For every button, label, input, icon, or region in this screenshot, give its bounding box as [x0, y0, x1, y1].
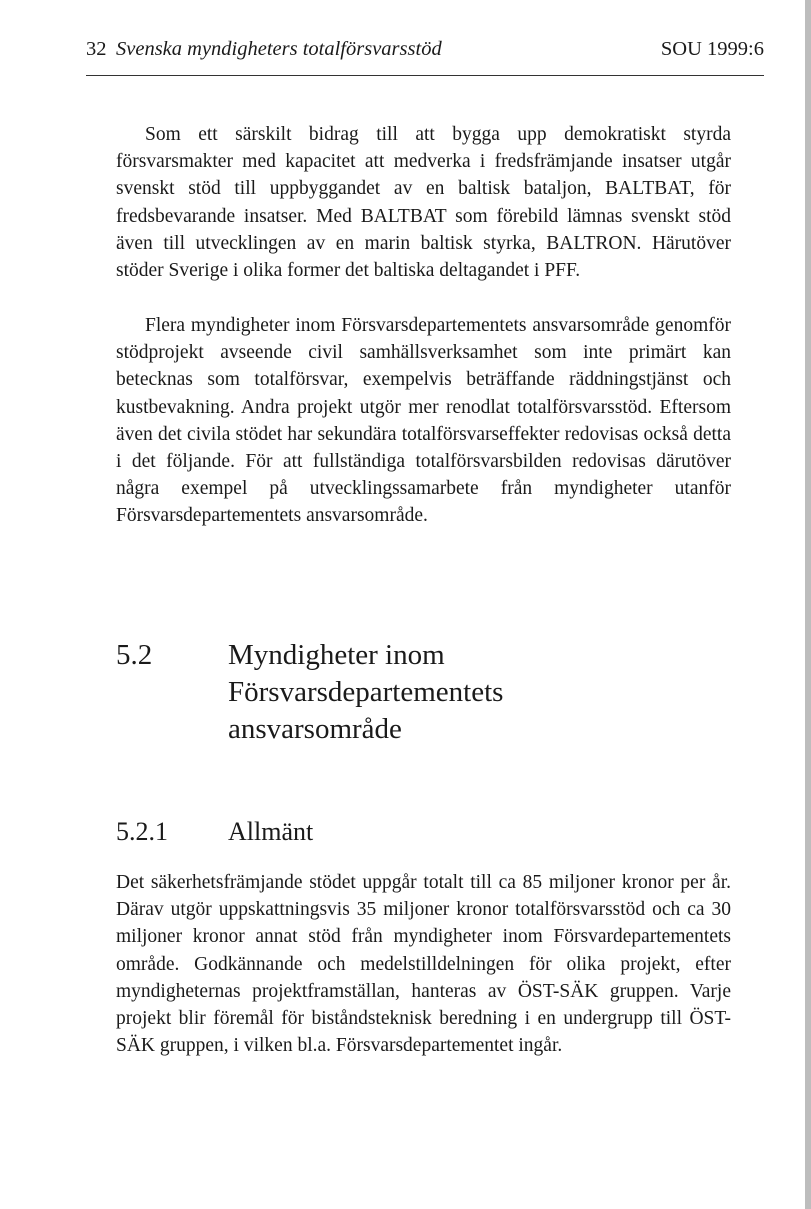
book-title: Svenska myndigheters totalförsvarsstöd — [116, 38, 442, 60]
page-edge-shadow — [805, 0, 811, 1209]
running-head — [86, 36, 764, 62]
section-5-2-1-title: Allmänt — [228, 817, 314, 846]
section-5-2-number: 5.2 — [116, 639, 153, 671]
paragraph-general-support: Det säkerhetsfrämjande stödet uppgår totalt till ca 85 miljoner kronor per år. Därav utgör uppskattningsvis 35 miljoner kronor totalförsvarsstöd och ca 30 miljoner kronor annat stöd från myndigheter inom Försvardepartementets område. Godkännande och medelstilldelningen för olika projekt, efter myndigheternas projektframställan, hanteras av ÖST-SÄK gruppen. Varje projekt blir föremål för biståndsteknisk beredning i en undergrupp till ÖST-SÄK gruppen, i vilken bl.a. Försvarsdepartementet ingår. — [116, 872, 731, 1057]
section-5-2-title: Myndigheter inom Försvarsdepartementets ansvarsområde — [228, 639, 504, 745]
section-5-2-1-number: 5.2.1 — [116, 817, 168, 846]
report-id: SOU 1999:6 — [660, 38, 764, 60]
header-rule — [86, 75, 764, 76]
page-number: 32 — [86, 38, 107, 60]
paragraph-agency-projects: Flera myndigheter inom Försvarsdepartementets ansvarsområde genomför stödprojekt avseende civil samhällsverksamhet som inte primärt kan betecknas som totalförsvar, exempelvis beträffande räddningstjänst och kustbevakning. Andra projekt utgör mer renodlat totalförsvarsstöd. Eftersom även det civila stödet har sekundära totalförsvarseffekter redovisas också detta i det följande. För att fullständiga totalförsvarsbilden redovisas därutöver några exempel på utvecklingssamarbete från myndigheter utanför Försvarsdepartementets ansvarsområde. — [116, 315, 731, 527]
paragraph-baltic-support: Som ett särskilt bidrag till att bygga upp demokratiskt styrda försvarsmakter med kapacitet att medverka i fredsfrämjande insatser utgår svenskt stöd till uppbyggandet av en baltisk bataljon, BALTBAT, för fredsbevarande insatser. Med BALTBAT som förebild lämnas svenskt stöd även till utvecklingen av en marin baltisk styrka, BALTRON. Härutöver stöder Sverige i olika former det baltiska deltagandet i PFF. — [116, 124, 731, 282]
